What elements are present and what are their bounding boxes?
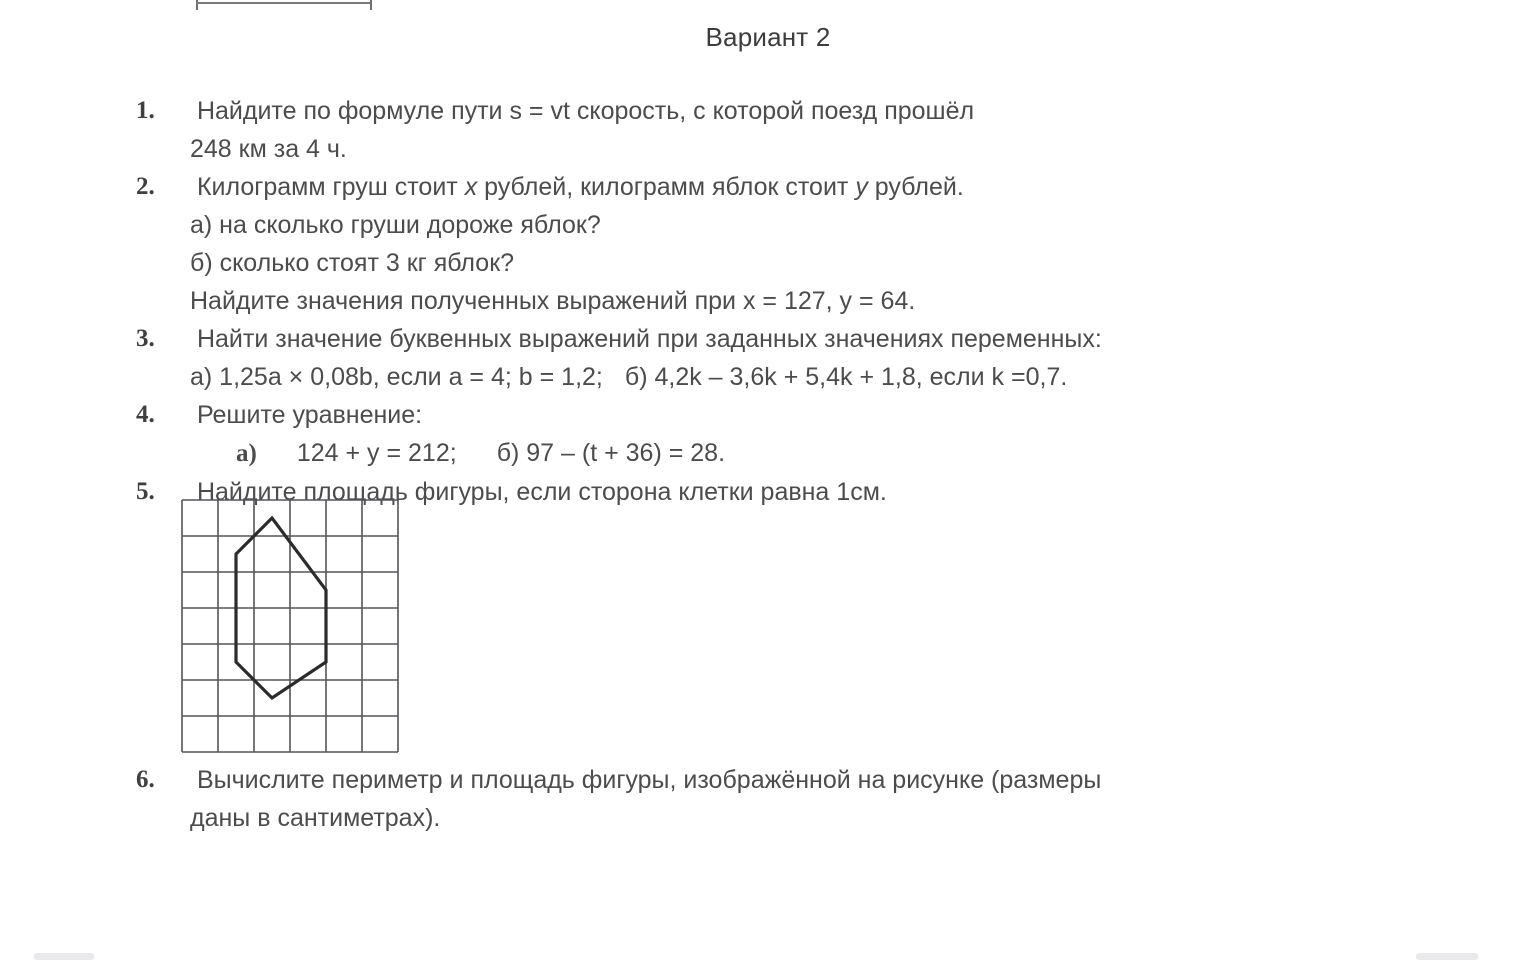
task-number: 5. [136,478,155,505]
task-3-subitems [190,358,1436,396]
task-1-line-2: 248 км за 4 ч. [190,135,347,163]
task-2-variable-y: y [855,173,868,201]
task-2-closing-line: Найдите значения полученных выражений при x = 127, y = 64. [190,287,916,315]
task-6-line-2: даны в сантиметрах). [190,804,441,832]
task-2-subitem-a: а) на сколько груши дороже яблок? [190,211,601,239]
task-4-subitem-a-label: а) [236,440,257,467]
page-title: Вариант 2 [705,22,831,52]
task-4-equation-a: 124 + y = 212; [296,439,457,467]
task-1-line-1: Найдите по формуле пути s = vt скорость, с которой поезд прошёл [190,97,975,125]
task-number: 1. [136,97,155,124]
task-2-text-part-3: рублей. [867,173,964,201]
task-2-text-part-1: Килограмм груш стоит [190,173,465,201]
task-number: 3. [136,325,155,352]
task-3-subitem-b: б) 4,2k – 3,6k + 5,4k + 1,8, если k =0,7. [624,363,1068,391]
task-2-variable-x: x [464,173,478,201]
task-3-subitem-a: а) 1,25a × 0,08b, если a = 4; b = 1,2; [190,363,603,391]
task-5-line-1: Найдите площадь фигуры, если сторона клетки равна 1см. [190,478,887,506]
task-item-2 [136,168,1436,320]
task-6-line-1: Вычислите периметр и площадь фигуры, изображённой на рисунке (размеры [190,766,1102,794]
scroll-hint-left [34,953,94,960]
task-2-subitem-b: б) сколько стоят 3 кг яблок? [190,249,515,277]
task-number: 2. [136,173,155,200]
task-item-3 [136,320,1436,396]
scroll-hint-right [1416,953,1478,960]
task-number: 4. [136,401,155,428]
task-item-6 [136,761,1436,837]
task-2-line-1 [190,168,1436,206]
dimension-line [196,2,372,4]
task-4-equations [190,434,1436,473]
task-3-line-1: Найти значение буквенных выражений при заданных значениях переменных: [190,325,1102,353]
task-2-text-part-2: рублей, килограмм яблок стоит [477,173,856,201]
grid-hexagon-figure [180,498,406,746]
task-4-line-1: Решите уравнение: [190,401,423,429]
task-item-1 [136,92,1436,168]
task-number: 6. [136,766,155,793]
dimension-tick-right [370,0,372,10]
figure-svg [180,498,400,754]
task-item-4 [136,396,1436,473]
dimension-arrow-fragment [196,0,372,8]
task-4-equation-b: б) 97 – (t + 36) = 28. [496,439,726,467]
